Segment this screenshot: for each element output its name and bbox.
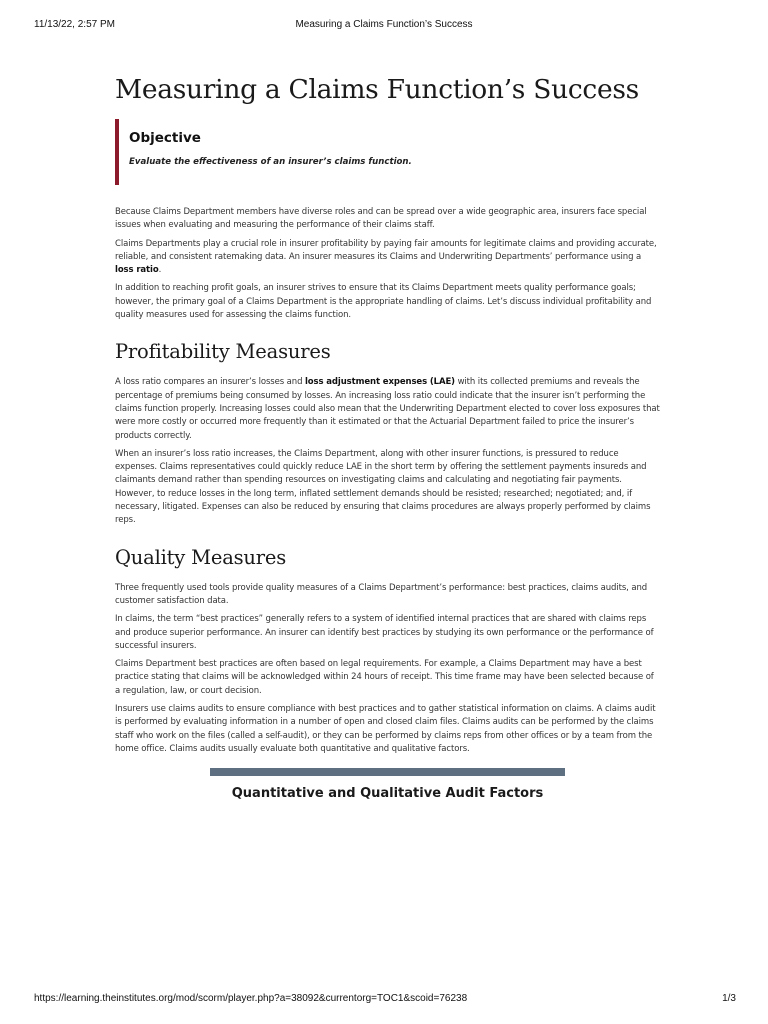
profitability-heading: Profitability Measures [115, 340, 331, 364]
intro-paragraph-1: Because Claims Department members have diverse roles and can be spread over a wide geographic area, insurers face special issues when evaluating and measuring the performance of their claims staff. [115, 207, 647, 231]
print-page-number: 1/3 [722, 993, 736, 1004]
quality-paragraph-1: Three frequently used tools provide quality measures of a Claims Department’s performance: best practices, claims audits, and customer satisfaction data. [115, 582, 648, 606]
intro-paragraph-3: In addition to reaching profit goals, an insurer strives to ensure that its Claims Department meets quality performance goals; however, the primary goal of a Claims Department is the appropriate handling of claims. Let’s discuss individual profitability and quality measures used for assessing the claims function. [115, 283, 652, 321]
profitability-paragraph-1-rest: with its collected premiums and reveals the percentage of premiums being consumed by losses. An increasing loss ratio could indicate that the insurer isn’t performing the claims function properly. Increasing losses could also mean that the Underwriting Department elected to cover loss exposures that were more costly or occurred more frequently than it estimated or that the Actuarial Department failed to price the insurer’s products correctly. [115, 377, 660, 441]
quality-heading: Quality Measures [115, 545, 287, 569]
intro-paragraph-2-end: . [158, 265, 162, 276]
intro-paragraph-2 [115, 238, 660, 278]
print-url: https://learning.theinstitutes.org/mod/scorm/player.php?a=38092&currentorg=TOC1&scoid=76238 [34, 993, 468, 1004]
quality-paragraph-3: Claims Department best practices are often based on legal requirements. For example, a Claims Department may have a best practice stating that claims will be acknowledged within 24 hours of receipt. This time frame may have been selected because of a regulation, law, or court decision. [115, 659, 654, 696]
print-datetime: 11/13/22, 2:57 PM [34, 19, 115, 30]
quality-paragraph-4: Insurers use claims audits to ensure compliance with best practices and to gather statistical information on claims. A claims audit is performed by evaluating information in a number of open and closed claim files. Claims audits can be performed by the claims staff who work on the files (called a self-audit), or they can be performed by claims reps from other offices or by a team from the home office. Claims audits usually evaluate both quantitative and qualitative factors. [115, 704, 656, 754]
objective-text: Evaluate the effectiveness of an insurer’s claims function. [129, 157, 412, 167]
profitability-paragraph-1 [115, 376, 660, 442]
intro-paragraph-2-text: Claims Departments play a crucial role in insurer profitability by paying fair amounts for legitimate claims and providing accurate, reliable, and consistent ratemaking data. An insurer measures its Claims and Underwriting Departments’ performance using a [115, 238, 657, 262]
print-doc-title: Measuring a Claims Function’s Success [295, 19, 473, 30]
print-footer [0, 993, 768, 1007]
audit-table-header-bar [210, 768, 565, 776]
lae-term: loss adjustment expenses (LAE) [304, 377, 455, 388]
profitability-paragraph-2: When an insurer’s loss ratio increases, the Claims Department, along with other insurer functions, is pressured to reduce expenses. Claims representatives could quickly reduce LAE in the short term by offering the settlement payments insureds and claimants demand rather than spending resources on investigating claims and calculating and negotiating fair payments. However, to reduce losses in the long term, inflated settlement demands should be resisted; researched; negotiated; and, if necessary, litigated. Expenses can also be reduced by ensuring that claims procedures are always properly performed by claims reps. [115, 448, 651, 526]
article [115, 70, 660, 803]
page-title: Measuring a Claims Function’s Success [115, 74, 639, 105]
objective-callout [115, 119, 660, 185]
quality-paragraph-2: In claims, the term “best practices” generally refers to a system of identified internal practices that are shared with claims reps and produce superior performance. An insurer can identify best practices by studying its own performance or the performance of successful insurers. [115, 614, 654, 651]
profitability-paragraph-1-text: A loss ratio compares an insurer’s losses and [115, 377, 305, 388]
audit-table-title: Quantitative and Qualitative Audit Factors [231, 786, 544, 802]
print-header [0, 19, 768, 33]
loss-ratio-term: loss ratio [115, 265, 159, 276]
objective-heading: Objective [129, 130, 201, 146]
